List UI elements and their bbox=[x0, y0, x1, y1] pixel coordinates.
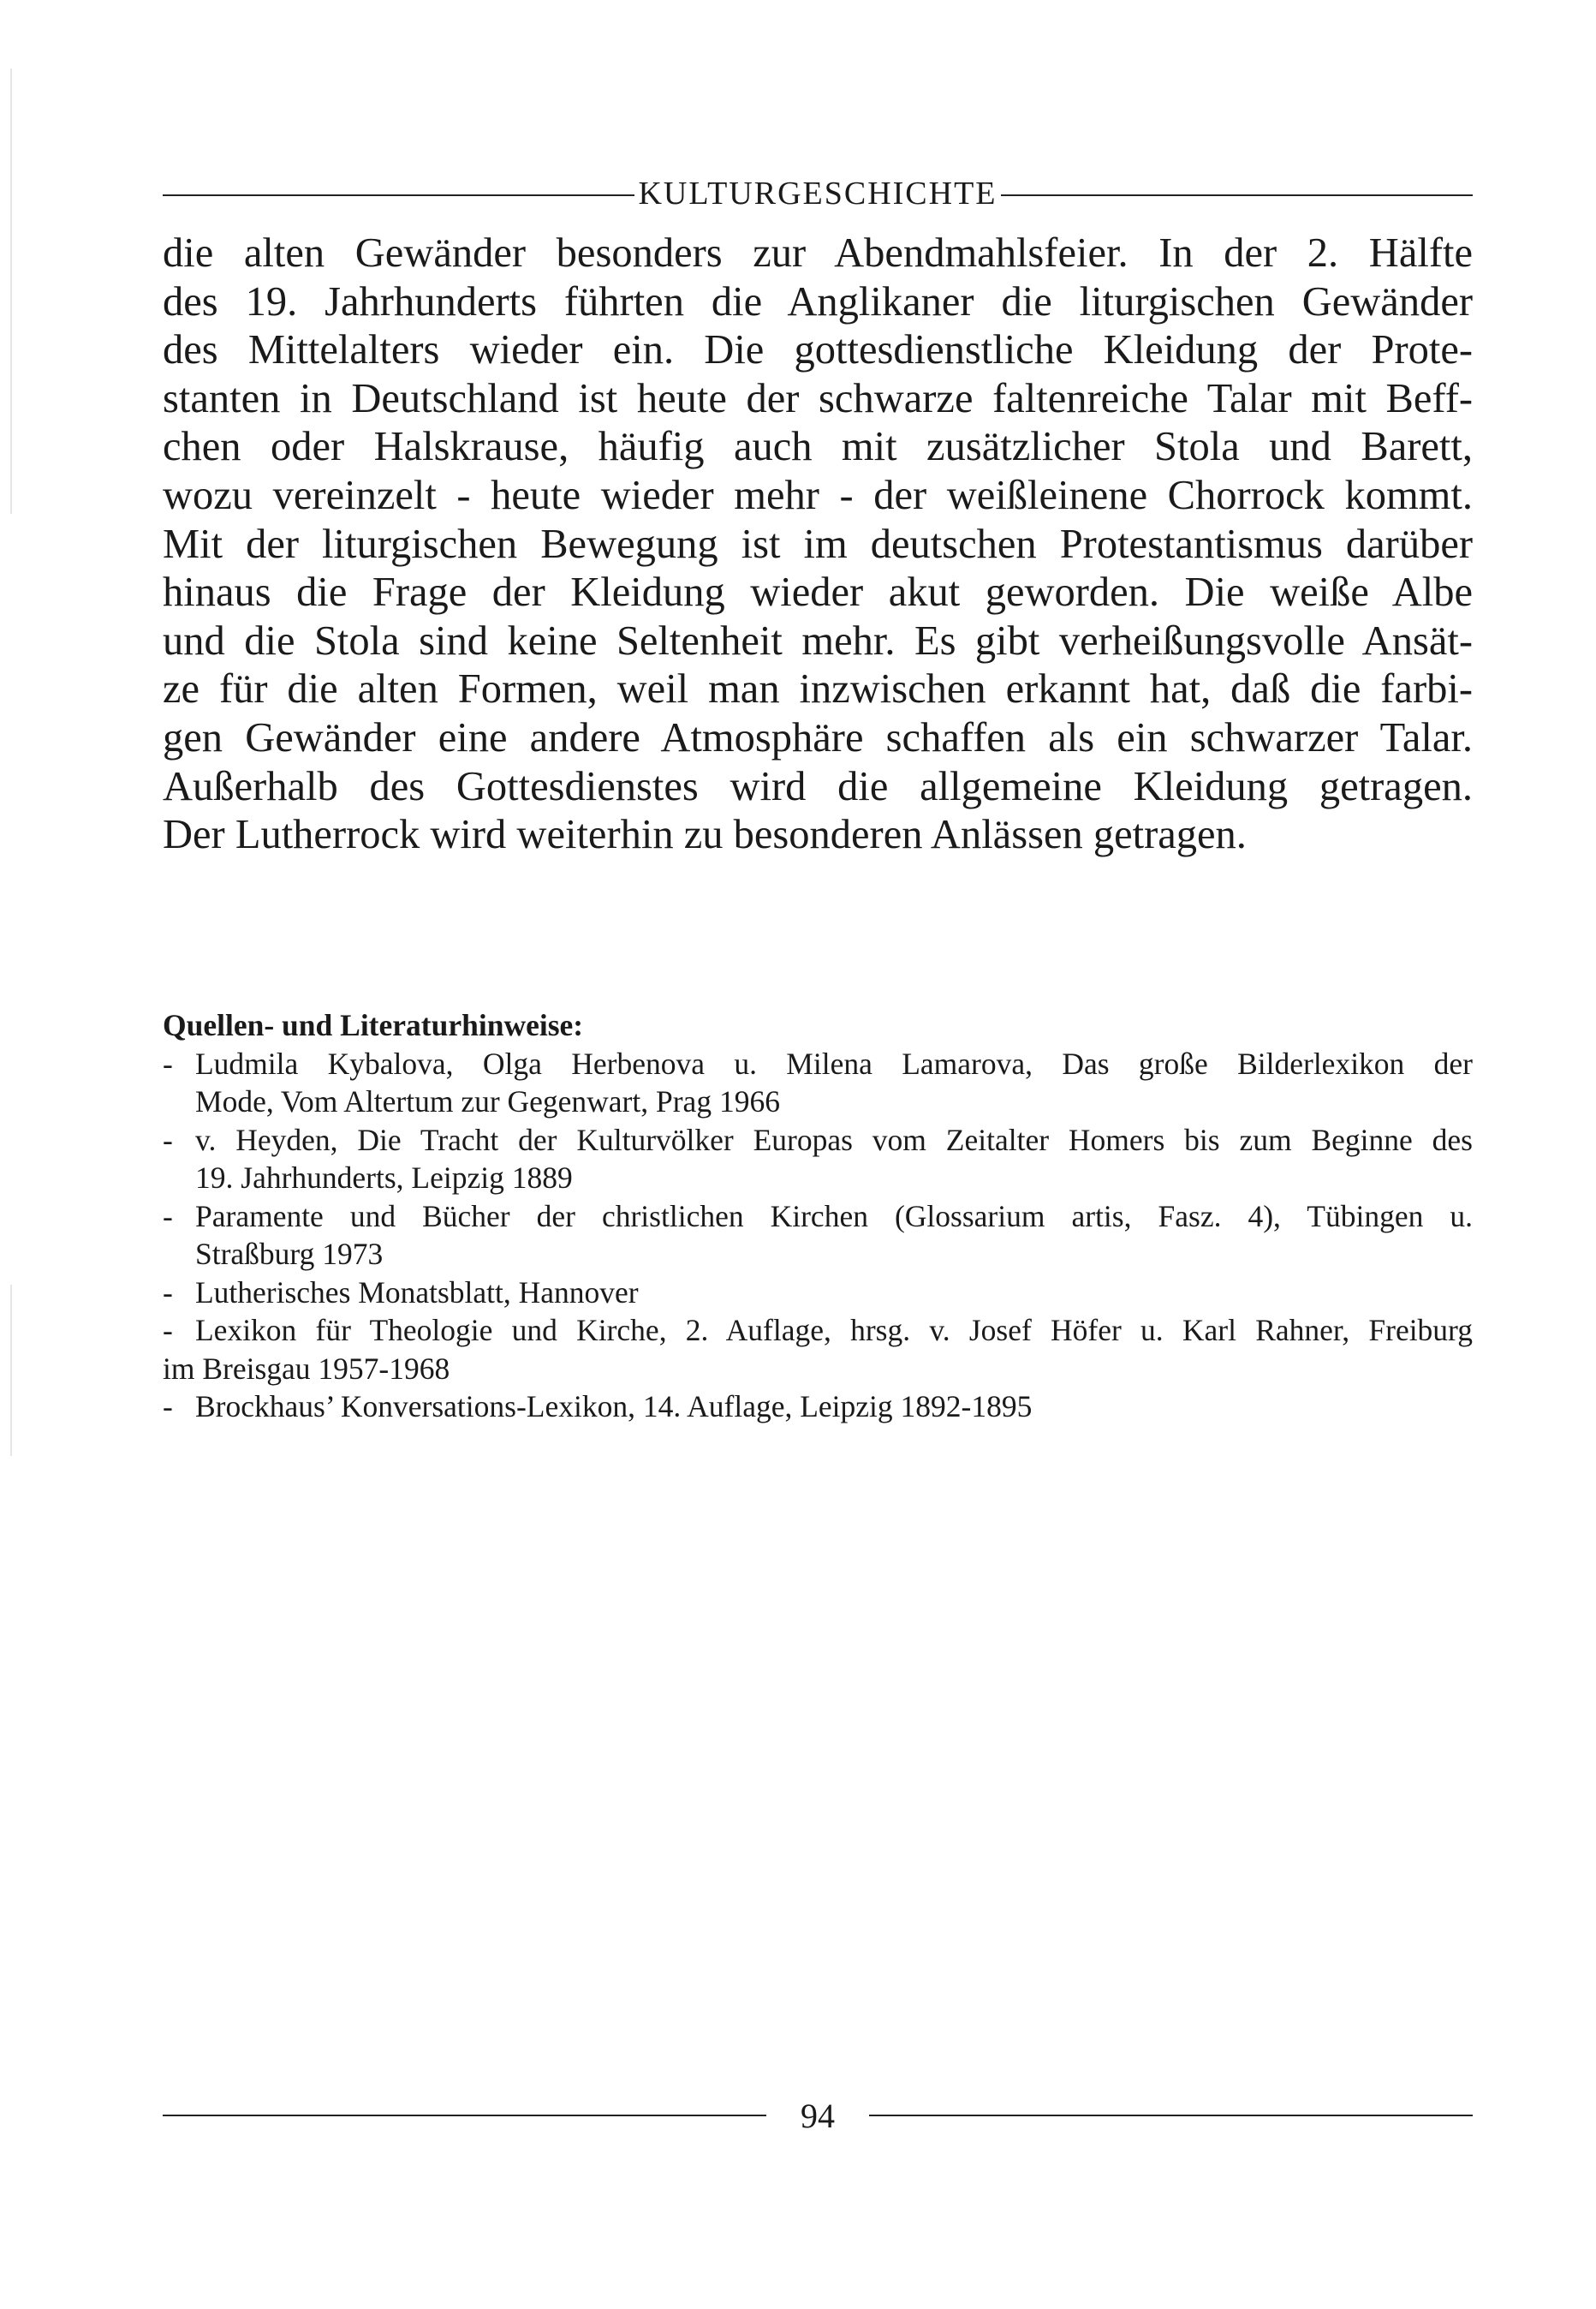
page-number: 94 bbox=[801, 2096, 835, 2135]
body-line: ze für die alten Formen, weil man inzwischen erkannt hat, daß die farbi- bbox=[163, 666, 1473, 713]
scan-edge-mark bbox=[10, 69, 12, 514]
body-line: chen oder Halskrause, häufig auch mit zusätzlicher Stola und Barett, bbox=[163, 424, 1473, 470]
running-title: KULTURGESCHICHTE bbox=[638, 176, 998, 212]
source-item bbox=[163, 1274, 1473, 1312]
source-line: Straßburg 1973 bbox=[195, 1237, 384, 1271]
body-paragraph bbox=[163, 230, 1473, 860]
source-line: v. Heyden, Die Tracht der Kulturvölker Europas vom Zeitalter Homers bis zum Beginne des bbox=[195, 1122, 1473, 1157]
running-header bbox=[163, 168, 1473, 219]
list-dash: - bbox=[163, 1313, 173, 1347]
source-line: Lutherisches Monatsblatt, Hannover bbox=[195, 1274, 639, 1310]
source-line: Paramente und Bücher der christlichen Kirchen (Glossarium artis, Fasz. 4), Tübingen u. bbox=[195, 1198, 1473, 1233]
page-footer bbox=[163, 2090, 1473, 2141]
scan-edge-mark bbox=[10, 1285, 12, 1456]
source-item bbox=[163, 1121, 1473, 1197]
source-item bbox=[163, 1387, 1473, 1426]
list-dash: - bbox=[163, 1122, 173, 1157]
body-line: hinaus die Frage der Kleidung wieder akut geworden. Die weiße Albe bbox=[163, 570, 1473, 616]
footer-rule-right bbox=[869, 2115, 1473, 2116]
source-line: Brockhaus’ Konversations-Lexikon, 14. Auflage, Leipzig 1892-1895 bbox=[195, 1389, 1033, 1423]
body-line: wozu vereinzelt - heute wieder mehr - der weißleinene Chorrock kommt. bbox=[163, 472, 1473, 518]
source-line: Lexikon für Theologie und Kirche, 2. Auflage, hrsg. v. Josef Höfer u. Karl Rahner, Freiburg bbox=[195, 1313, 1473, 1347]
body-line: und die Stola sind keine Seltenheit mehr. Es gibt verheißungsvolle Ansät- bbox=[163, 618, 1473, 664]
body-line: Der Lutherrock wird weiterhin zu besonderen Anlässen getragen. bbox=[163, 812, 1247, 858]
footer-rule-left bbox=[163, 2115, 766, 2116]
source-line: Ludmila Kybalova, Olga Herbenova u. Milena Lamarova, Das große Bilderlexikon der bbox=[195, 1046, 1473, 1081]
source-item bbox=[163, 1197, 1473, 1274]
header-rule-right bbox=[1001, 194, 1473, 196]
source-item bbox=[163, 1311, 1473, 1387]
list-dash: - bbox=[163, 1274, 173, 1310]
list-dash: - bbox=[163, 1046, 173, 1081]
sources-heading: Quellen- und Literaturhinweise: bbox=[163, 1008, 584, 1042]
header-rule-left bbox=[163, 194, 634, 196]
body-line: des Mittelalters wieder ein. Die gottesdienstliche Kleidung der Prote- bbox=[163, 327, 1473, 373]
source-item bbox=[163, 1045, 1473, 1121]
list-dash: - bbox=[163, 1389, 173, 1423]
body-line: Außerhalb des Gottesdienstes wird die allgemeine Kleidung getragen. bbox=[163, 763, 1473, 809]
source-line: 19. Jahrhunderts, Leipzig 1889 bbox=[195, 1160, 573, 1195]
list-dash: - bbox=[163, 1198, 173, 1233]
body-line: Mit der liturgischen Bewegung ist im deutschen Protestantismus darüber bbox=[163, 521, 1473, 567]
body-line: stanten in Deutschland ist heute der schwarze faltenreiche Talar mit Beff- bbox=[163, 375, 1473, 421]
source-line: im Breisgau 1957-1968 bbox=[163, 1351, 450, 1386]
source-line: Mode, Vom Altertum zur Gegenwart, Prag 1966 bbox=[195, 1084, 780, 1119]
body-line: die alten Gewänder besonders zur Abendmahlsfeier. In der 2. Hälfte bbox=[163, 230, 1473, 276]
sources-section bbox=[163, 1006, 1473, 1426]
body-line: gen Gewänder eine andere Atmosphäre schaffen als ein schwarzer Talar. bbox=[163, 714, 1473, 761]
body-line: des 19. Jahrhunderts führten die Anglikaner die liturgischen Gewänder bbox=[163, 278, 1473, 325]
